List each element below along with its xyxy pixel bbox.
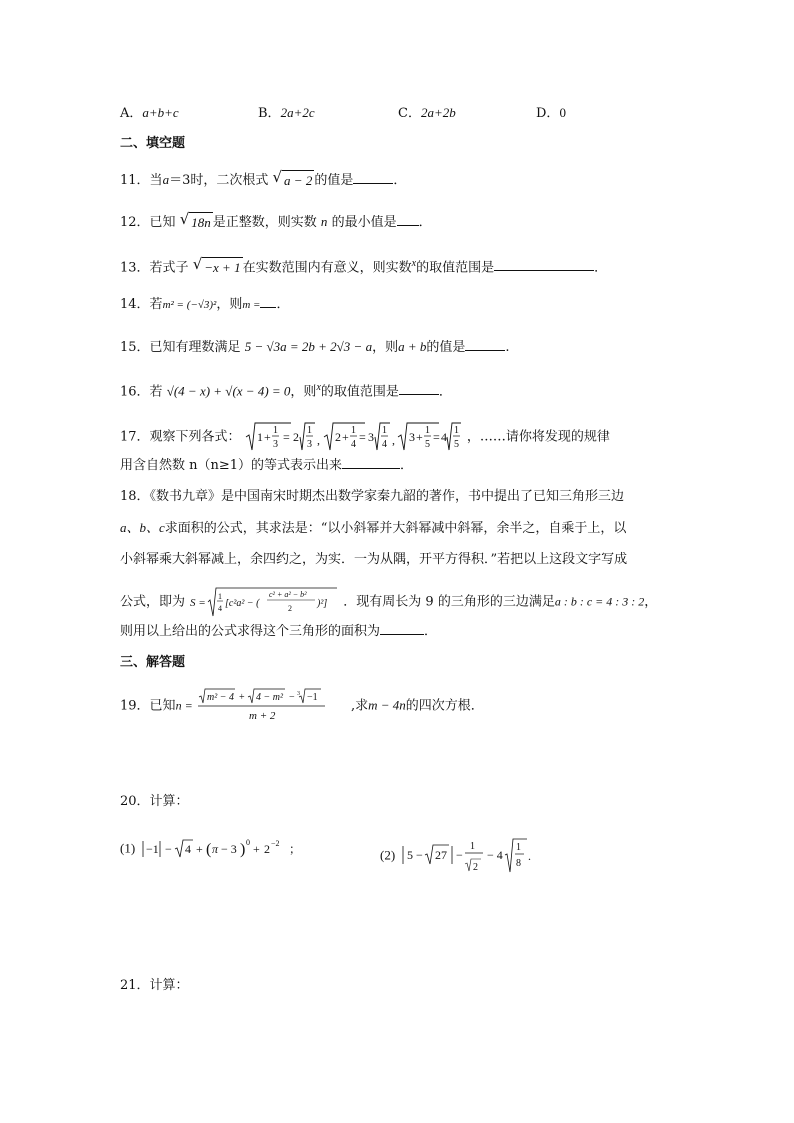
svg-text:5: 5 <box>424 439 430 450</box>
svg-text:=: = <box>432 430 440 444</box>
answer-blank[interactable] <box>399 382 439 395</box>
svg-text:2: 2 <box>264 842 271 856</box>
svg-text:4 − m²: 4 − m² <box>255 692 283 703</box>
svg-text:=: = <box>358 430 366 444</box>
question-18-line2: a、b、c求面积的公式，其求法是：“以小斜幂并大斜幂减中斜幂，余半之，自乘于上，以 <box>120 520 627 536</box>
question-13: 13．若式子 √ −x + 1 在实数范围内有意义，则实数$^x$的取值范围是 ． <box>120 254 607 278</box>
answer-blank[interactable] <box>465 338 505 351</box>
svg-text:−: − <box>288 692 295 703</box>
question-16: 16．若 √(4 − x) + √(x − 4) = 0，则$^x$的取值范围是 ． <box>120 382 452 400</box>
svg-text:1: 1 <box>381 425 387 436</box>
svg-text:+: + <box>196 842 204 856</box>
question-20: 20．计算： <box>120 794 189 809</box>
question-18-line4: 公式，即为 S = 1 4 [c²a² − ( c² + a² − b² 2 )²] ．现有周长为 9 的三角形的三边满足a : b : c = 4 : 3 : 2， <box>120 586 657 618</box>
svg-text:2: 2 <box>292 430 299 444</box>
section-heading-fill-in: 二、填空题 <box>120 136 186 151</box>
q20-part2-expression <box>399 836 539 876</box>
svg-text:；: ； <box>289 842 302 856</box>
svg-text:−: − <box>456 848 464 862</box>
option-c[interactable]: C．2a+2b <box>398 105 456 121</box>
svg-text:3: 3 <box>272 439 278 450</box>
svg-text:1: 1 <box>218 592 223 601</box>
svg-text:3: 3 <box>408 430 415 444</box>
svg-text:S: S <box>190 597 196 609</box>
question-20-part2: (2) 5 − 27 − 1 2 − 4 1 8 . <box>380 836 539 876</box>
svg-text:−1: −1 <box>146 842 160 856</box>
svg-text:2: 2 <box>334 430 341 444</box>
svg-text:+: + <box>253 842 261 856</box>
q19-fraction <box>197 688 347 724</box>
question-18-line1: 18．《数书九章》是中国南宋时期杰出数学家秦九韶的著作，书中提出了已知三角形三边 <box>120 489 625 504</box>
svg-text:1: 1 <box>470 841 476 852</box>
svg-text:1: 1 <box>272 425 278 436</box>
question-18-line3: 小斜幂乘大斜幂减上，余四约之，为实．一为从隅，开平方得积．”若把以上这段文字写成 <box>120 552 628 567</box>
svg-text:,: , <box>391 433 395 447</box>
svg-text:1: 1 <box>256 430 263 444</box>
radical-expression: √ 18n <box>180 212 213 233</box>
question-18-line5: 则用以上给出的公式求得这个三角形的面积为 ． <box>120 624 438 639</box>
svg-text:−: − <box>165 842 173 856</box>
svg-text:[c²a² − (: [c²a² − ( <box>225 598 260 609</box>
svg-text:+: + <box>341 430 349 444</box>
svg-text:1: 1 <box>424 425 430 436</box>
svg-text:4: 4 <box>185 842 192 856</box>
question-17-line2: 用含自然数 n（n≥1）的等式表示出来 ． <box>120 458 414 473</box>
svg-text:=: = <box>199 597 206 609</box>
radical-expression: √ −x + 1 <box>193 257 243 278</box>
svg-text:−1: −1 <box>306 692 318 703</box>
svg-text:3: 3 <box>367 430 374 444</box>
svg-text:−2: −2 <box>271 839 280 848</box>
svg-text:− 4: − 4 <box>487 848 504 862</box>
svg-text:4: 4 <box>381 439 387 450</box>
svg-text:=: = <box>282 430 290 444</box>
svg-text:8: 8 <box>516 858 522 869</box>
question-14: 14．若m² = (−√3)²，则m = ． <box>120 297 290 312</box>
answer-blank[interactable] <box>380 622 424 635</box>
svg-text:,: , <box>316 433 320 447</box>
radical-expression: √ a − 2 <box>272 170 314 191</box>
answer-blank[interactable] <box>397 213 419 226</box>
svg-text:0: 0 <box>246 838 251 847</box>
question-11: 11．当a＝3时，二次根式 √ a − 2 的值是 ． <box>120 170 406 191</box>
svg-text:+: + <box>415 430 423 444</box>
question-21: 21．计算： <box>120 978 189 993</box>
svg-text:5 −: 5 − <box>407 848 424 862</box>
section-heading-solutions: 三、解答题 <box>120 655 186 670</box>
heron-qin-formula <box>189 586 339 618</box>
q20-part1-expression <box>139 836 309 862</box>
svg-text:+: + <box>238 692 245 703</box>
svg-text:1: 1 <box>453 425 459 436</box>
svg-text:2: 2 <box>288 604 293 613</box>
question-20-part1: (1) −1 − 4 + ( π − 3 ) 0 + 2 −2 ； <box>120 836 309 862</box>
answer-blank[interactable] <box>342 456 400 469</box>
svg-text:2: 2 <box>473 862 479 873</box>
option-b[interactable]: B．2a+2c <box>258 105 315 121</box>
option-d[interactable]: D．0 <box>536 105 566 121</box>
question-19: 19．已知n = m² − 4 + 4 − m² − 3 −1 m + 2 ,求m − 4n的四次方根． <box>120 688 484 724</box>
answer-blank[interactable] <box>494 258 594 271</box>
question-17: 17．观察下列各式： 1 + 1 3 = 2 1 3 , 2 + 1 4 = 3 1 4 , 3 + 1 5 = 4 1 5 ，……请你将发现的规律 <box>120 420 610 454</box>
svg-text:m + 2: m + 2 <box>248 710 276 722</box>
svg-text:4: 4 <box>440 430 447 444</box>
answer-blank[interactable] <box>260 295 276 308</box>
svg-text:π: π <box>212 842 219 856</box>
svg-text:5: 5 <box>453 439 459 450</box>
svg-text:4: 4 <box>218 604 223 613</box>
pattern-formulas <box>245 420 463 454</box>
svg-text:)²]: )²] <box>317 598 328 609</box>
svg-text:− 3: − 3 <box>221 842 238 856</box>
question-12: 12．已知 √ 18n 是正整数，则实数 n 的最小值是 ． <box>120 212 432 233</box>
option-a[interactable]: A．a+b+c <box>120 105 179 121</box>
svg-text:3: 3 <box>296 691 300 697</box>
svg-text:): ) <box>240 841 246 858</box>
svg-text:27: 27 <box>435 848 448 862</box>
answer-blank[interactable] <box>353 171 393 184</box>
svg-text:c² + a² − b²: c² + a² − b² <box>269 590 307 599</box>
question-15: 15．已知有理数满足 5 − √3a = 2b + 2√3 − a，则a + b的值是 . <box>120 339 510 355</box>
svg-text:1: 1 <box>516 842 522 853</box>
svg-text:1: 1 <box>350 425 356 436</box>
svg-text:.: . <box>528 849 532 863</box>
svg-text:(: ( <box>206 841 212 858</box>
svg-text:+: + <box>263 430 271 444</box>
answer-options <box>120 103 566 124</box>
svg-text:1: 1 <box>306 425 312 436</box>
svg-text:m² − 4: m² − 4 <box>206 692 234 703</box>
svg-text:3: 3 <box>306 439 312 450</box>
svg-text:4: 4 <box>350 439 356 450</box>
